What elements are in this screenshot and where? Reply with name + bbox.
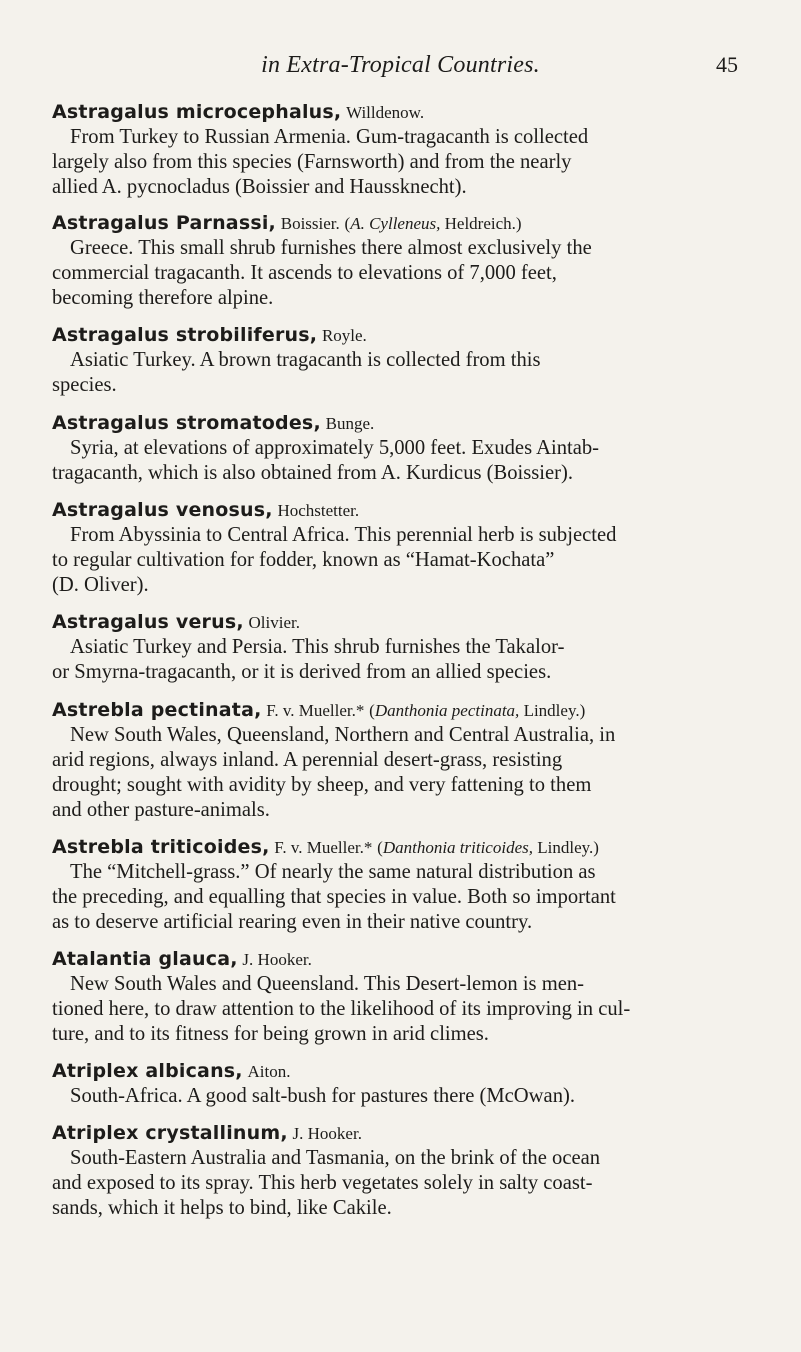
- description-line: or Smyrna-tragacanth, or it is derived from an allied species.: [52, 661, 552, 683]
- description-line: The “Mitchell-grass.” Of nearly the same natural distribution as: [70, 861, 596, 883]
- page-number: 45: [716, 52, 738, 77]
- description-line: Asiatic Turkey. A brown tragacanth is collected from this: [70, 349, 541, 371]
- entry-spacer: [52, 598, 742, 610]
- entry-heading: [52, 1121, 742, 1146]
- description-line: Greece. This small shrub furnishes there almost exclusively the: [70, 237, 592, 259]
- species-name: Astragalus verus,: [52, 611, 244, 633]
- entry-heading: [52, 835, 742, 860]
- species-authority: Bunge.: [325, 414, 375, 433]
- species-synonym: [369, 701, 585, 720]
- description-line: Syria, at elevations of approximately 5,000 feet. Exudes Aintab-: [70, 437, 600, 459]
- synonym-name: A. Cylleneus,: [350, 214, 441, 233]
- species-authority: F. v. Mueller.*: [266, 701, 365, 720]
- description-line: as to deserve artificial rearing even in their native country.: [52, 911, 533, 933]
- description-line: South-Africa. A good salt-bush for pastures there (McOwan).: [70, 1085, 575, 1107]
- entry-description: [52, 348, 742, 398]
- synonym-authority: Heldreich.): [440, 214, 522, 233]
- entry-heading: [52, 323, 742, 348]
- description-line: From Abyssinia to Central Africa. This perennial herb is subjected: [70, 524, 617, 546]
- species-entry: [52, 100, 742, 211]
- entry-description: [52, 972, 742, 1047]
- description-line: drought; sought with avidity by sheep, and very fattening to them: [52, 774, 592, 796]
- entry-spacer: [52, 1047, 742, 1059]
- entry-heading: [52, 100, 742, 125]
- species-name: Astragalus microcephalus,: [52, 101, 342, 123]
- entry-heading: [52, 698, 742, 723]
- species-entry: [52, 211, 742, 323]
- entry-spacer: [52, 823, 742, 835]
- species-authority: Aiton.: [247, 1062, 291, 1081]
- entry-spacer: [52, 1109, 742, 1121]
- description-line: and other pasture-animals.: [52, 799, 270, 821]
- entry-description: [52, 860, 742, 935]
- species-entry: [52, 698, 742, 835]
- running-head: [0, 52, 801, 82]
- description-line: Asiatic Turkey and Persia. This shrub furnishes the Takalor-: [70, 636, 565, 658]
- description-line: New South Wales and Queensland. This Desert-lemon is men-: [70, 973, 585, 995]
- synonym-authority: Lindley.): [532, 838, 599, 857]
- entry-description: [52, 1084, 742, 1109]
- entry-heading: [52, 498, 742, 523]
- synonym-open: (: [344, 214, 351, 233]
- description-line: (D. Oliver).: [52, 574, 149, 596]
- description-line: ture, and to its fitness for being grown in arid climes.: [52, 1023, 489, 1045]
- description-line: largely also from this species (Farnsworth) and from the nearly: [52, 151, 572, 173]
- description-line: New South Wales, Queensland, Northern and Central Australia, in: [70, 724, 616, 746]
- entry-heading: [52, 947, 742, 972]
- species-name: Atriplex crystallinum,: [52, 1122, 288, 1144]
- entry-spacer: [52, 486, 742, 498]
- species-name: Astragalus Parnassi,: [52, 212, 276, 234]
- species-authority: Willdenow.: [346, 103, 425, 122]
- description-line: tragacanth, which is also obtained from A. Kurdicus (Boissier).: [52, 462, 574, 484]
- description-line: the preceding, and equalling that species in value. Both so important: [52, 886, 616, 908]
- species-name: Atriplex albicans,: [52, 1060, 243, 1082]
- entry-spacer: [52, 398, 742, 411]
- synonym-name: Danthonia triticoides,: [382, 838, 533, 857]
- description-line: From Turkey to Russian Armenia. Gum-tragacanth is collected: [70, 126, 589, 148]
- description-line: to regular cultivation for fodder, known as “Hamat-Kochata”: [52, 549, 555, 571]
- running-title: in Extra-Tropical Countries.: [261, 52, 540, 78]
- synonym-name: Danthonia pectinata,: [374, 701, 520, 720]
- species-name: Atalantia glauca,: [52, 948, 238, 970]
- synonym-open: (: [377, 838, 383, 857]
- species-authority: F. v. Mueller.*: [274, 838, 373, 857]
- entry-spacer: [52, 200, 742, 211]
- description-line: tioned here, to draw attention to the likelihood of its improving in cul-: [52, 998, 631, 1020]
- entry-description: [52, 635, 742, 685]
- description-line: becoming therefore alpine.: [52, 287, 274, 309]
- entry-spacer: [52, 311, 742, 323]
- entry-spacer: [52, 685, 742, 698]
- entry-heading: [52, 411, 742, 436]
- species-entry: [52, 411, 742, 498]
- species-entry: [52, 1121, 742, 1221]
- entry-description: [52, 723, 742, 823]
- entry-description: [52, 1146, 742, 1221]
- description-line: commercial tragacanth. It ascends to elevations of 7,000 feet,: [52, 262, 557, 284]
- species-entry: [52, 835, 742, 947]
- species-synonym: [345, 214, 522, 233]
- entry-heading: [52, 610, 742, 635]
- species-authority: J. Hooker.: [292, 1124, 362, 1143]
- entry-description: [52, 436, 742, 486]
- synonym-authority: Lindley.): [519, 701, 586, 720]
- entry-heading: [52, 1059, 742, 1084]
- entry-description: [52, 236, 742, 311]
- species-entry: [52, 323, 742, 411]
- species-authority: Olivier.: [248, 613, 300, 632]
- species-name: Astrebla triticoides,: [52, 836, 270, 858]
- species-entry: [52, 1059, 742, 1121]
- species-authority: J. Hooker.: [242, 950, 312, 969]
- species-name: Astragalus stromatodes,: [52, 412, 321, 434]
- species-name: Astrebla pectinata,: [52, 699, 262, 721]
- entry-description: [52, 125, 742, 200]
- species-authority: Hochstetter.: [277, 501, 360, 520]
- entry-spacer: [52, 935, 742, 947]
- species-synonym: [377, 838, 599, 857]
- species-name: Astragalus strobiliferus,: [52, 324, 318, 346]
- entry-description: [52, 523, 742, 598]
- description-line: South-Eastern Australia and Tasmania, on the brink of the ocean: [70, 1147, 601, 1169]
- species-entry: [52, 947, 742, 1059]
- species-name: Astragalus venosus,: [52, 499, 273, 521]
- species-authority: Royle.: [321, 326, 367, 345]
- description-line: allied A. pycnocladus (Boissier and Haussknecht).: [52, 176, 467, 198]
- synonym-open: (: [369, 701, 375, 720]
- description-line: arid regions, always inland. A perennial desert-grass, resisting: [52, 749, 563, 771]
- description-line: species.: [52, 374, 117, 396]
- species-entries: [52, 100, 742, 1221]
- description-line: and exposed to its spray. This herb vegetates solely in salty coast-: [52, 1172, 593, 1194]
- species-authority: Boissier.: [280, 214, 340, 233]
- description-line: sands, which it helps to bind, like Cakile.: [52, 1197, 392, 1219]
- species-entry: [52, 610, 742, 698]
- entry-heading: [52, 211, 742, 236]
- species-entry: [52, 498, 742, 610]
